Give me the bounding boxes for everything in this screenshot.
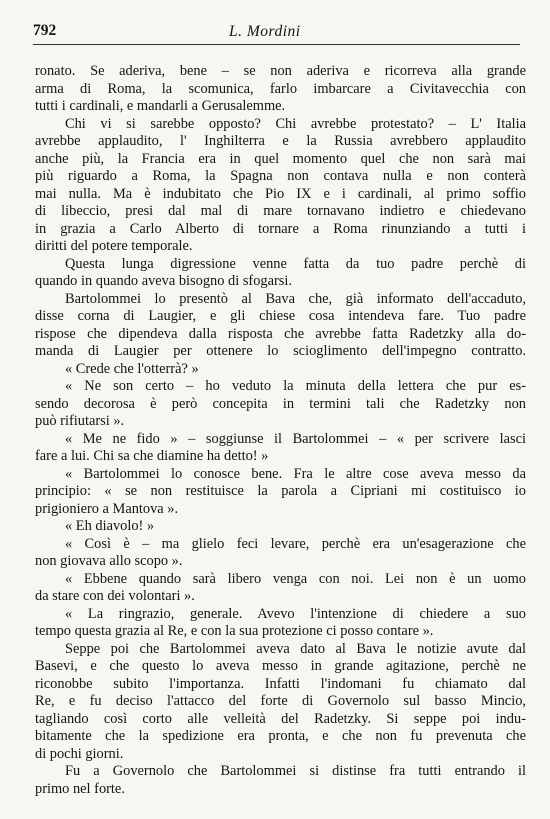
page-header [33,22,520,44]
text-line: avrebbe applaudito, l' Inghilterra e la Russia avrebbero applaudito [35,133,526,149]
header-rule [33,44,520,45]
text-line: di pochi giorni. [35,745,124,762]
text-line: principio: « se non restituisce la parola a Cipriani mi costituisco io [35,483,526,499]
text-line: « Ne son certo – ho veduto la minuta della lettera che pur es- [65,378,526,394]
text-line: mai nulla. Ma è indubitato che Pio IX e i cardinali, al primo soffio [35,185,526,202]
text-line: più riguardo a Roma, la Spagna non contava nulla e non conterà [35,168,526,184]
text-line: Re, e fu deciso l'attacco del forte di Governolo sul basso Mincio, [35,693,526,709]
text-line: di libeccio, presi dal mal di mare tornavano indietro e chiedevano [35,203,526,219]
text-line: disse corna di Laugier, e gli chiese cosa intendeva fare. Tuo padre [35,308,526,324]
body-text [35,63,526,798]
text-line: Fu a Governolo che Bartolommei si distinse fra tutti entrando il [65,763,526,779]
text-line: riconobbe subito l'importanza. Infatti l'indomani fu chiamato dal [35,675,526,692]
text-line: ronato. Se aderiva, bene – se non aderiva e ricorreva alla grande [35,63,526,79]
text-line: Questa lunga digressione venne fatta da tuo padre perchè di [65,255,526,272]
text-line: « Ebbene quando sarà libero venga con noi. Lei non è un uomo [65,570,526,587]
text-line: « Bartolommei lo conosce bene. Fra le altre cose aveva messo da [65,465,526,482]
text-line: diritti del potere temporale. [35,238,193,254]
text-line: rispose che dipendeva dalla risposta che avrebbe fatta Radetzky alla do- [35,325,526,342]
text-line: « Eh diavolo! » [65,518,155,534]
text-line: Basevi, e che questo lo aveva messo in grande agitazione, perchè ne [35,658,526,674]
text-line: manda di Laugier per ottenere lo scioglimento dell'impegno contratto. [35,343,526,359]
text-line: primo nel forte. [35,780,125,797]
text-line: Chi vi si sarebbe opposto? Chi avrebbe protestato? – L' Italia [65,115,526,132]
running-head: L. Mordini [229,23,301,40]
text-line: bitamente che la spedizione era pronta, e che non fu prevenuta che [35,728,526,744]
text-line: « La ringrazio, generale. Avevo l'intenzione di chiedere a suo [65,605,526,622]
text-line: Seppe poi che Bartolommei aveva dato al Bava le notizie avute dal [65,640,526,657]
text-line: prigioniero a Mantova ». [35,500,179,517]
text-line: « Crede che l'otterrà? » [65,360,199,377]
text-line: Bartolommei lo presentò al Bava che, già informato dell'accaduto, [65,290,526,307]
text-line: fare a lui. Chi sa che diamine ha detto! » [35,448,269,464]
text-line: tagliando così corto alle velleità del Radetzky. Si seppe poi indu- [35,710,526,727]
text-line: quando in quando aveva bisogno di sfogarsi. [35,273,292,289]
text-line: può rifiutarsi ». [35,413,125,429]
text-line: tutti i cardinali, e mandarli a Gerusalemme. [35,98,286,114]
text-line: « Così è – ma glielo feci levare, perchè era un'esagerazione che [65,535,526,552]
text-line: da stare con dei volontari ». [35,588,195,604]
text-line: « Me ne fido » – soggiunse il Bartolommei – « per scrivere lasci [65,430,526,447]
text-line: anche più, la Francia era in quel momento quel che non sarà mai [35,150,526,167]
text-line: tempo questa grazia al Re, e con la sua protezione ci posso contare ». [35,623,434,639]
text-line: sendo decorosa è però concepita in termini tali che Radetzky non [35,395,526,412]
text-line: arma di Roma, la scomunica, farlo imbarcare a Civitavecchia con [35,80,526,97]
page-number: 792 [33,22,57,39]
text-line: non giovava allo scopo ». [35,553,183,569]
text-line: in grazia a Carlo Alberto di tornare a Roma rinunziando a tutti i [35,220,526,237]
